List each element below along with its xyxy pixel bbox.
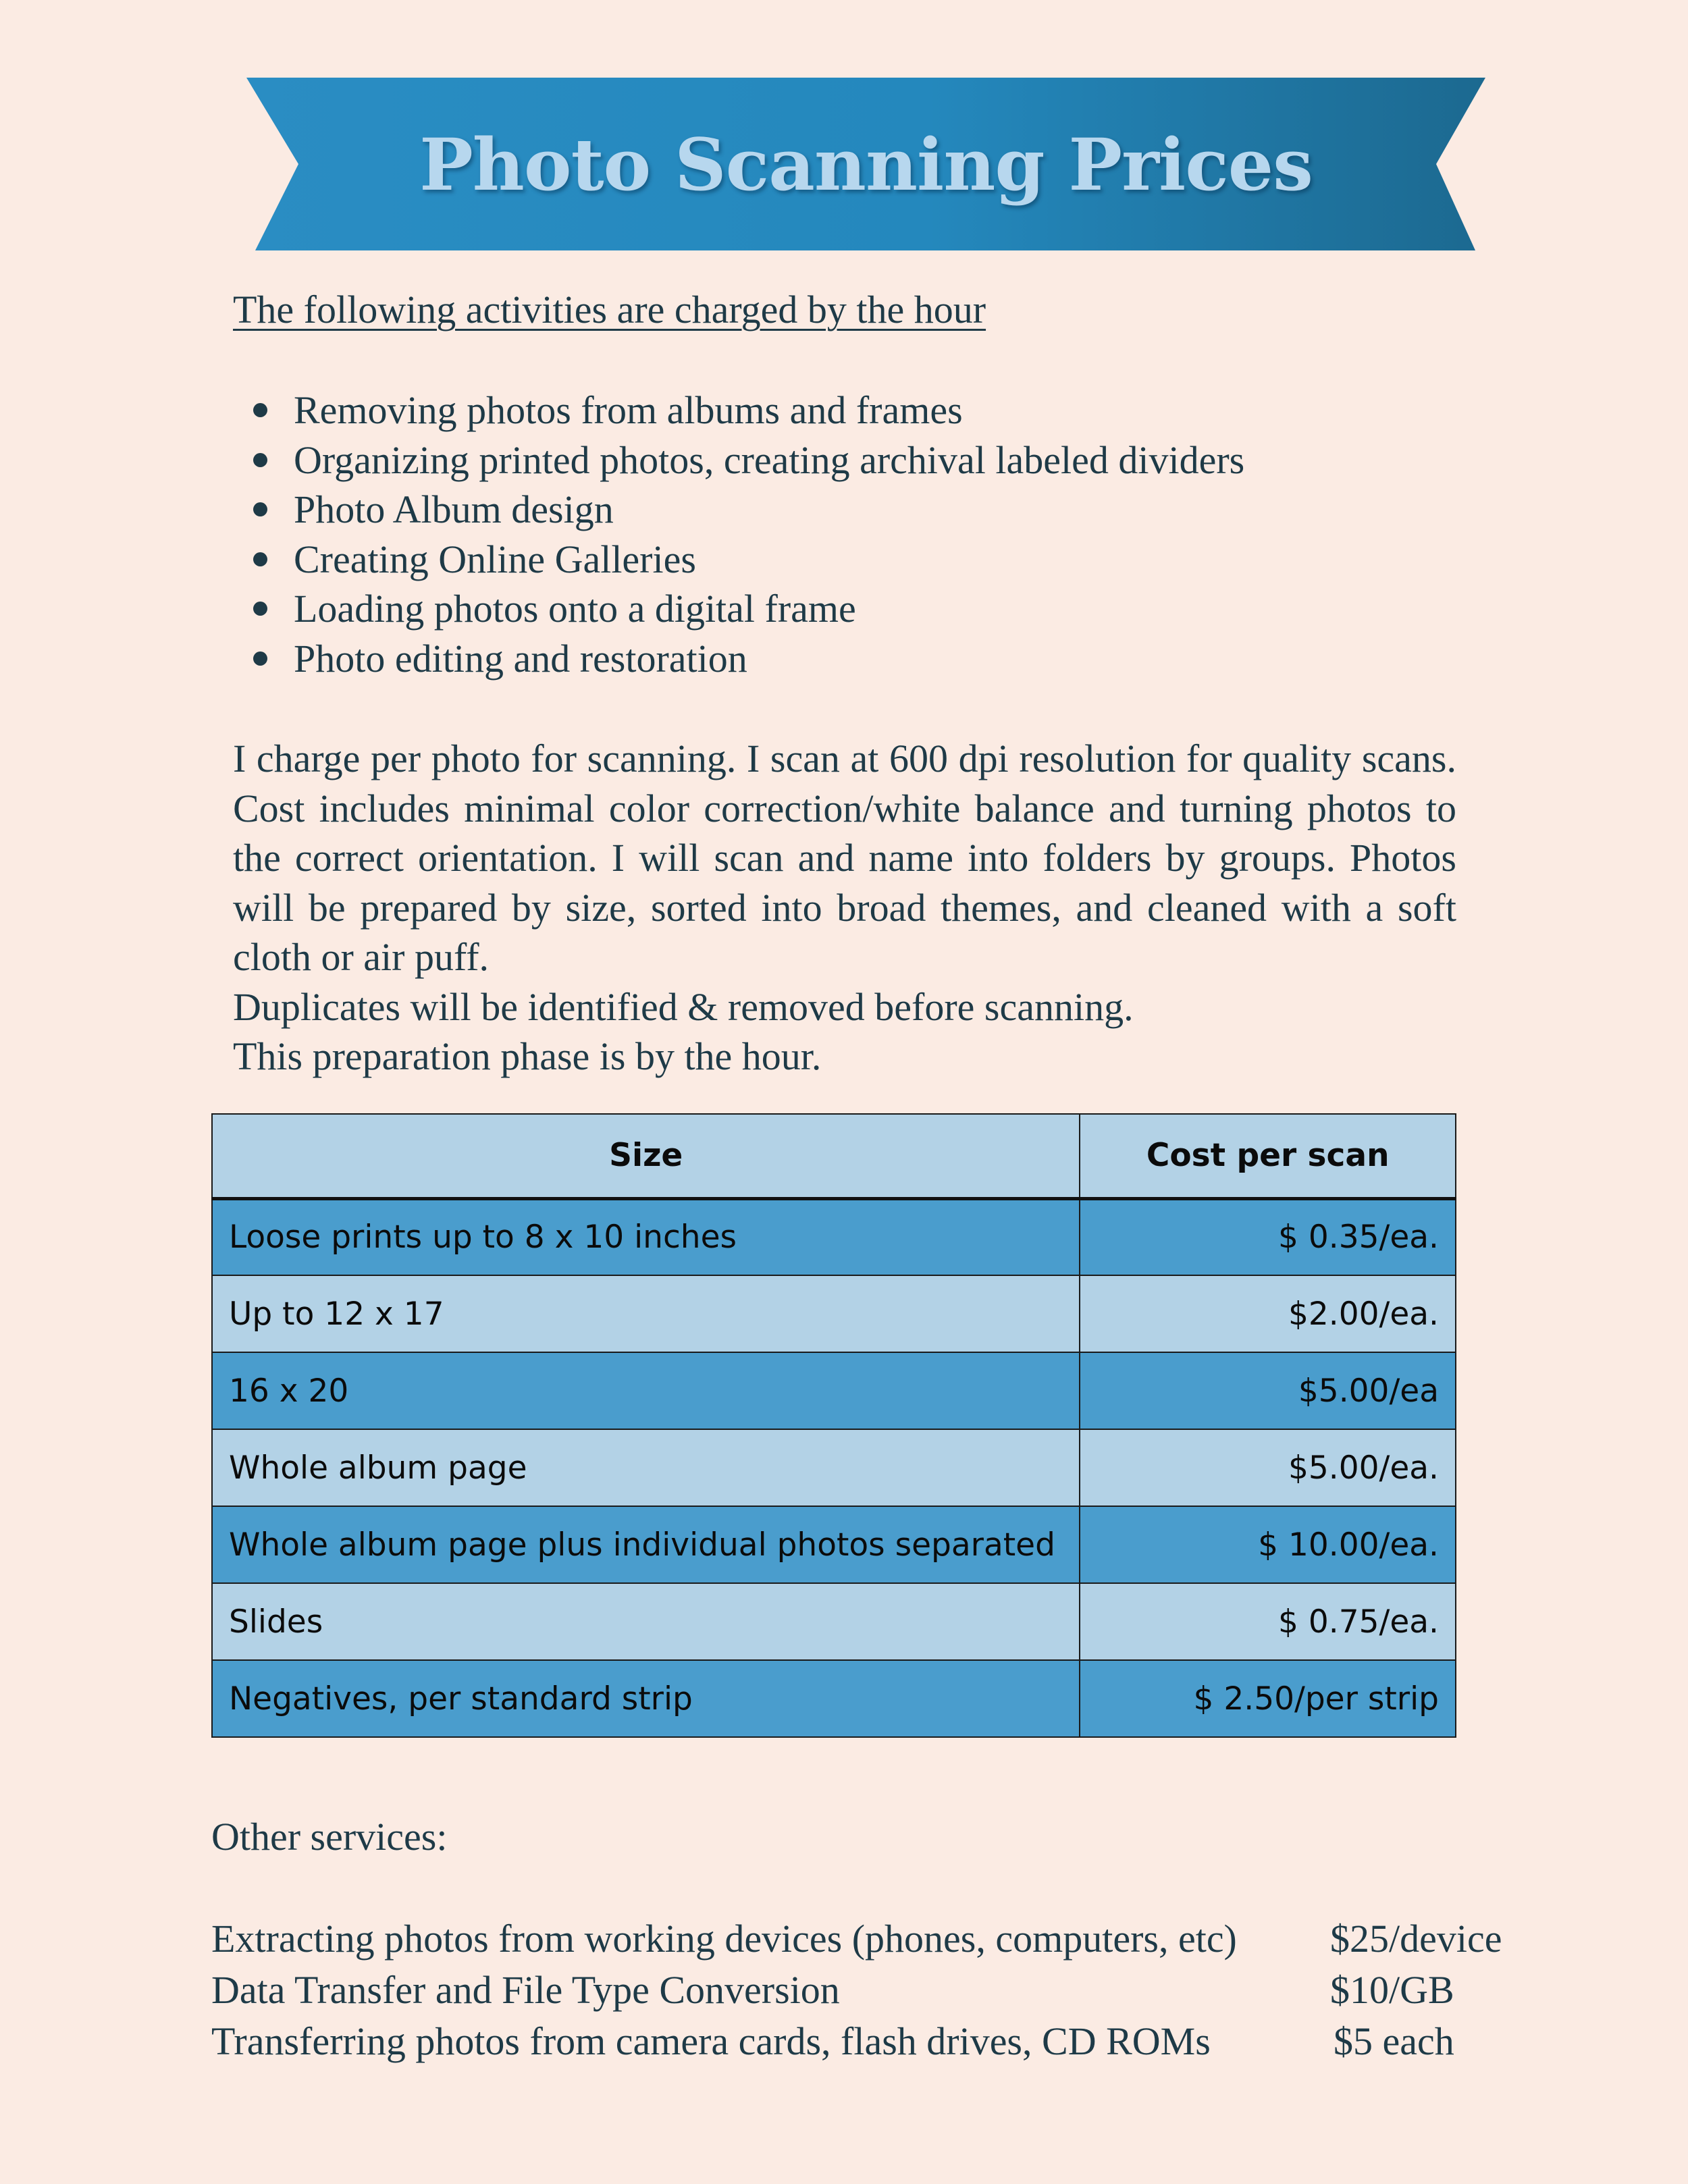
size-cell: 16 x 20: [212, 1352, 1080, 1429]
size-cell: Loose prints up to 8 x 10 inches: [212, 1198, 1080, 1275]
list-item: Loading photos onto a digital frame: [253, 584, 1244, 634]
service-price: $5 each: [1334, 2019, 1454, 2063]
cost-cell: $5.00/ea.: [1080, 1429, 1456, 1506]
activities-list: [253, 385, 1244, 683]
size-cell: Slides: [212, 1583, 1080, 1660]
list-item: Organizing printed photos, creating archival labeled dividers: [253, 435, 1244, 485]
table-row: [212, 1583, 1456, 1660]
bullet-icon: [253, 552, 267, 566]
cost-cell: $ 0.35/ea.: [1080, 1198, 1456, 1275]
page-title: Photo Scanning Prices: [419, 122, 1313, 207]
title-banner: [246, 78, 1485, 250]
table-row: [212, 1352, 1456, 1429]
other-services-title: Other services:: [211, 1815, 448, 1859]
size-header: Size: [212, 1114, 1080, 1198]
list-item: Creating Online Galleries: [253, 535, 1244, 585]
bullet-icon: [253, 403, 267, 417]
list-item: Photo Album design: [253, 485, 1244, 535]
table-row: [212, 1275, 1456, 1352]
bullet-icon: [253, 453, 267, 467]
list-item: Removing photos from albums and frames: [253, 385, 1244, 435]
size-cell: Whole album page: [212, 1429, 1080, 1506]
duplicates-note: Duplicates will be identified & removed before scanning.: [233, 985, 1134, 1029]
table-header-row: [212, 1114, 1456, 1198]
list-item: Photo editing and restoration: [253, 634, 1244, 684]
bullet-icon: [253, 502, 267, 516]
cost-cell: $2.00/ea.: [1080, 1275, 1456, 1352]
size-cell: Whole album page plus individual photos separated: [212, 1506, 1080, 1583]
service-price: $25/device: [1330, 1917, 1502, 1961]
table-row: [212, 1506, 1456, 1583]
service-price: $10/GB: [1330, 1968, 1454, 2012]
service-name: Extracting photos from working devices (phones, computers, etc): [211, 1917, 1237, 1961]
bullet-icon: [253, 651, 267, 666]
service-name: Data Transfer and File Type Conversion: [211, 1968, 840, 2012]
size-cell: Negatives, per standard strip: [212, 1660, 1080, 1737]
table-row: [212, 1198, 1456, 1275]
hourly-intro: The following activities are charged by the hour: [233, 288, 986, 331]
scanning-description: I charge per photo for scanning. I scan at 600 dpi resolution for quality scans. Cost includes minimal color correction/white balance and turning photos to the correct orientation. I will scan and name into folders by groups. Photos will be prepared by size, sorted into broad themes, and cleaned with a soft cloth or air puff.: [233, 737, 1456, 979]
cost-cell: $ 10.00/ea.: [1080, 1506, 1456, 1583]
cost-cell: $5.00/ea: [1080, 1352, 1456, 1429]
service-name: Transferring photos from camera cards, flash drives, CD ROMs: [211, 2019, 1211, 2063]
cost-cell: $ 0.75/ea.: [1080, 1583, 1456, 1660]
cost-header: Cost per scan: [1080, 1114, 1456, 1198]
bullet-icon: [253, 602, 267, 616]
cost-cell: $ 2.50/per strip: [1080, 1660, 1456, 1737]
preparation-note: This preparation phase is by the hour.: [233, 1034, 822, 1078]
table-row: [212, 1429, 1456, 1506]
size-cell: Up to 12 x 17: [212, 1275, 1080, 1352]
price-table: [211, 1113, 1456, 1738]
table-row: [212, 1660, 1456, 1737]
